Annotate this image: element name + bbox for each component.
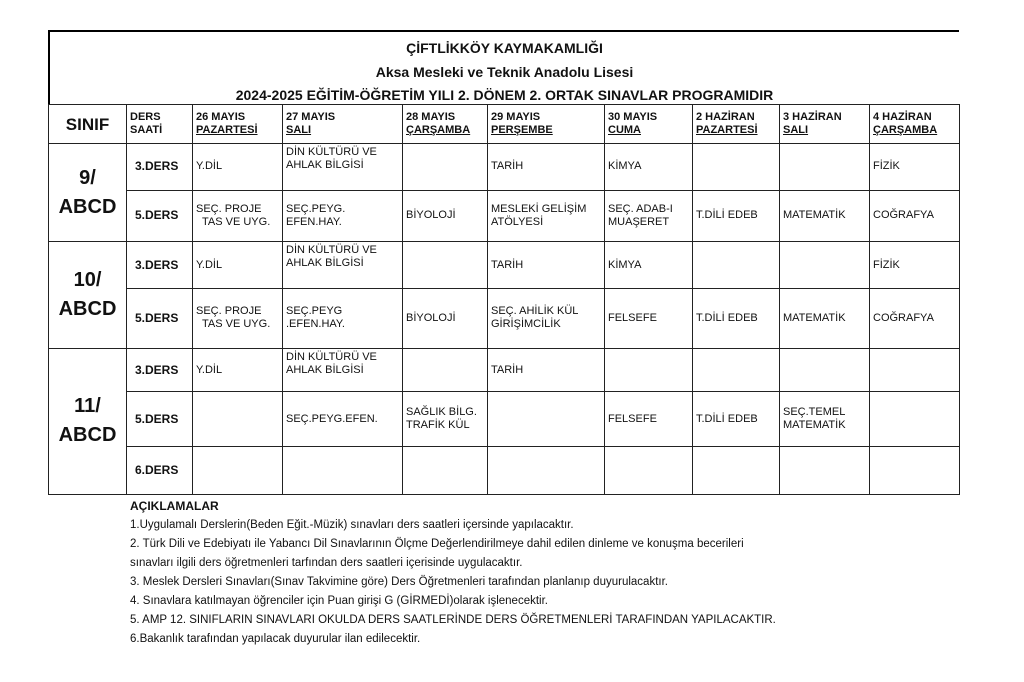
exam-subject: ATÖLYESİ [491,215,544,228]
exam-cell [488,288,605,348]
exam-cell [780,447,870,495]
exam-cell [780,242,870,289]
exam-subject: TARİH [491,160,524,173]
exam-cell [605,392,693,447]
exam-cell [193,242,283,289]
lesson-hour-cell: 5.DERS [127,190,193,242]
exam-subject: MATEMATİK [783,311,846,324]
exam-subject: AHLAK BİLGİSİ [286,159,364,171]
exam-cell [488,348,605,391]
exam-subject: Y.DİL [196,363,223,376]
exam-cell [403,348,488,391]
exam-cell [283,190,403,242]
exam-cell [488,392,605,447]
header-school: Aksa Mesleki ve Teknik Anadolu Lisesi [375,64,634,80]
exam-cell [403,288,488,348]
exam-subject: T.DİLİ EDEB [696,209,758,222]
note-item: 1.Uygulamalı Derslerin(Beden Eğit.-Müzik) sınavları ders saatleri içersinde yapılacaktır. [130,519,574,531]
lesson-hour-cell: 6.DERS [127,447,193,495]
exam-subject: AHLAK BİLGİSİ [286,363,364,376]
exam-cell [870,288,960,348]
column-header-day [780,105,870,144]
exam-subject: DİN KÜLTÜRÜ VE [286,146,377,158]
exam-cell [605,348,693,391]
column-header-day [403,105,488,144]
exam-subject: COĞRAFYA [873,311,934,324]
column-header-date: 2 HAZİRAN [696,111,755,123]
class-label-line: 11/ [74,395,101,418]
column-header-weekday: PAZARTESİ [196,124,258,136]
column-header-lesson-hour [127,105,193,144]
header-program-title: 2024-2025 EĞİTİM-ÖĞRETİM YILI 2. DÖNEM 2. ORTAK SINAVLAR PROGRAMIDIR [235,87,774,103]
exam-subject: SEÇ.PEYG. [286,202,346,215]
exam-cell [870,447,960,495]
note-item: sınavları ilgili ders öğretmenleri tarfından ders saatleri içerisinde uygulacaktır. [130,557,523,569]
exam-cell [693,144,780,191]
exam-cell [403,242,488,289]
column-header-day [193,105,283,144]
exam-cell [193,144,283,191]
class-label [49,242,127,349]
exam-cell [870,392,960,447]
column-header-weekday: ÇARŞAMBA [406,124,471,136]
exam-cell [693,190,780,242]
exam-subject: SAĞLIK BİLG. [406,406,477,419]
column-header-weekday: PAZARTESİ [696,124,758,136]
exam-subject: SEÇ. PROJE [196,202,262,215]
column-header-weekday: SALI [783,124,809,136]
exam-cell [403,190,488,242]
exam-subject: EFEN.HAY. [286,215,342,228]
exam-cell [193,190,283,242]
exam-cell [283,288,403,348]
column-header-weekday: CUMA [608,124,641,136]
notes-section [130,498,950,647]
exam-subject: FELSEFE [608,311,657,324]
exam-cell [693,348,780,391]
exam-subject: DİN KÜLTÜRÜ VE [286,244,377,257]
exam-cell [283,242,403,289]
exam-subject: FİZİK [873,258,900,271]
table-row [49,348,960,391]
lesson-hour-cell: 5.DERS [127,392,193,447]
exam-cell [693,242,780,289]
note-item: 3. Meslek Dersleri Sınavları(Sınav Takvimine göre) Ders Öğretmenleri tarafından planlanıp duyurulacaktır. [130,576,668,588]
column-header-weekday: PERŞEMBE [491,124,553,136]
exam-cell [488,447,605,495]
exam-cell [193,447,283,495]
lesson-hour-cell: 3.DERS [127,242,193,289]
exam-cell [780,288,870,348]
exam-cell [488,190,605,242]
document-header [48,30,959,104]
table-row [49,144,960,191]
exam-subject: SEÇ. ADAB-I [608,202,673,215]
column-header-day [605,105,693,144]
exam-subject: Y.DİL [196,160,223,173]
exam-cell [780,144,870,191]
note-item: 2. Türk Dili ve Edebiyatı ile Yabancı Dil Sınavlarının Ölçme Değerlendirilmeye dahil edilen dinleme ve konuşma becerileri [130,538,744,550]
exam-cell [488,144,605,191]
exam-subject: KİMYA [608,258,642,271]
class-label-line: 9/ [79,166,96,189]
exam-subject: TARİH [491,258,524,271]
table-body [49,144,960,495]
column-header-date: 28 MAYIS [406,111,456,123]
class-label-line: ABCD [58,298,117,321]
exam-subject: SEÇ.PEYG.EFEN. [286,412,378,425]
exam-cell [870,190,960,242]
exam-subject: MUAŞERET [608,215,670,228]
exam-cell [693,447,780,495]
header-district: ÇİFTLİKKÖY KAYMAKAMLIĞI [406,40,603,56]
lesson-hour-cell: 3.DERS [127,144,193,191]
exam-cell [283,392,403,447]
table-row [49,242,960,289]
exam-cell [870,242,960,289]
exam-subject: .EFEN.HAY. [286,318,345,331]
exam-cell [283,348,403,391]
exam-subject: SEÇ. PROJE [196,305,262,318]
class-label-line: 10/ [73,269,102,292]
exam-subject: DİN KÜLTÜRÜ VE [286,350,377,363]
exam-cell [870,144,960,191]
table-row [49,190,960,242]
exam-subject: MATEMATİK [783,419,846,432]
column-header-day [693,105,780,144]
column-header-date: 26 MAYIS [196,111,246,123]
note-item: 4. Sınavlara katılmayan öğrenciler için Puan girişi G (GİRMEDİ)olarak işlenecektir. [130,595,548,607]
class-label-line: ABCD [58,424,117,447]
column-header-weekday: SALI [286,124,312,136]
exam-cell [605,144,693,191]
exam-cell [693,288,780,348]
column-header-day [283,105,403,144]
note-item: 6.Bakanlık tarafından yapılacak duyurular ilan edilecektir. [130,633,421,645]
exam-subject: COĞRAFYA [873,209,934,222]
exam-subject: BİYOLOJİ [406,209,456,222]
exam-subject: FİZİK [873,160,900,173]
exam-cell [403,392,488,447]
table-row [49,447,960,495]
exam-subject: TRAFİK KÜL [406,419,470,432]
exam-cell [283,447,403,495]
exam-cell [403,447,488,495]
class-label [49,348,127,494]
exam-subject: MATEMATİK [783,209,846,222]
exam-cell [605,288,693,348]
exam-cell [780,190,870,242]
column-header-date: 4 HAZİRAN [873,111,932,123]
exam-subject: GİRİŞİMCİLİK [491,318,561,331]
exam-cell [403,144,488,191]
exam-schedule-table [48,104,960,495]
lesson-hour-cell: 5.DERS [127,288,193,348]
exam-cell [780,348,870,391]
exam-cell [193,348,283,391]
column-header-date: 27 MAYIS [286,111,336,123]
exam-subject: Y.DİL [196,258,223,271]
lesson-hour-cell: 3.DERS [127,348,193,391]
exam-subject: BİYOLOJİ [406,311,456,324]
exam-cell [605,242,693,289]
column-header-line: SAATİ [130,124,163,136]
exam-cell [193,392,283,447]
column-header-line: DERS [130,111,161,123]
exam-subject: MESLEKİ GELİŞİM [491,202,587,215]
exam-cell [193,288,283,348]
column-header-weekday: ÇARŞAMBA [873,124,938,136]
exam-subject: TAS VE UYG. [202,215,271,228]
exam-cell [780,392,870,447]
column-header-date: 3 HAZİRAN [783,111,842,123]
exam-cell [870,348,960,391]
table-row [49,392,960,447]
column-header-date: 30 MAYIS [608,111,658,123]
notes-title: AÇIKLAMALAR [130,499,219,513]
class-label [49,144,127,242]
exam-subject: TARİH [491,363,524,376]
exam-cell [283,144,403,191]
exam-subject: T.DİLİ EDEB [696,311,758,324]
column-header-date: 29 MAYIS [491,111,541,123]
exam-subject: FELSEFE [608,412,657,425]
exam-subject: SEÇ.TEMEL [783,406,846,419]
table-row [49,288,960,348]
exam-subject: AHLAK BİLGİSİ [286,257,364,270]
exam-subject: SEÇ. AHİLİK KÜL [491,305,579,318]
exam-cell [693,392,780,447]
exam-subject: SEÇ.PEYG [286,305,343,318]
column-header-day [870,105,960,144]
exam-cell [605,447,693,495]
exam-subject: TAS VE UYG. [202,318,271,331]
exam-subject: KİMYA [608,160,642,173]
exam-cell [488,242,605,289]
class-label-line: ABCD [58,195,117,218]
exam-cell [605,190,693,242]
column-header-day [488,105,605,144]
column-header-class: SINIF [49,105,127,144]
note-item: 5. AMP 12. SINIFLARIN SINAVLARI OKULDA DERS SAATLERİNDE DERS ÖĞRETMENLERİ TARAFINDAN YAPILACAKTIR. [130,614,776,626]
table-header-row [49,105,960,144]
exam-subject: T.DİLİ EDEB [696,412,758,425]
